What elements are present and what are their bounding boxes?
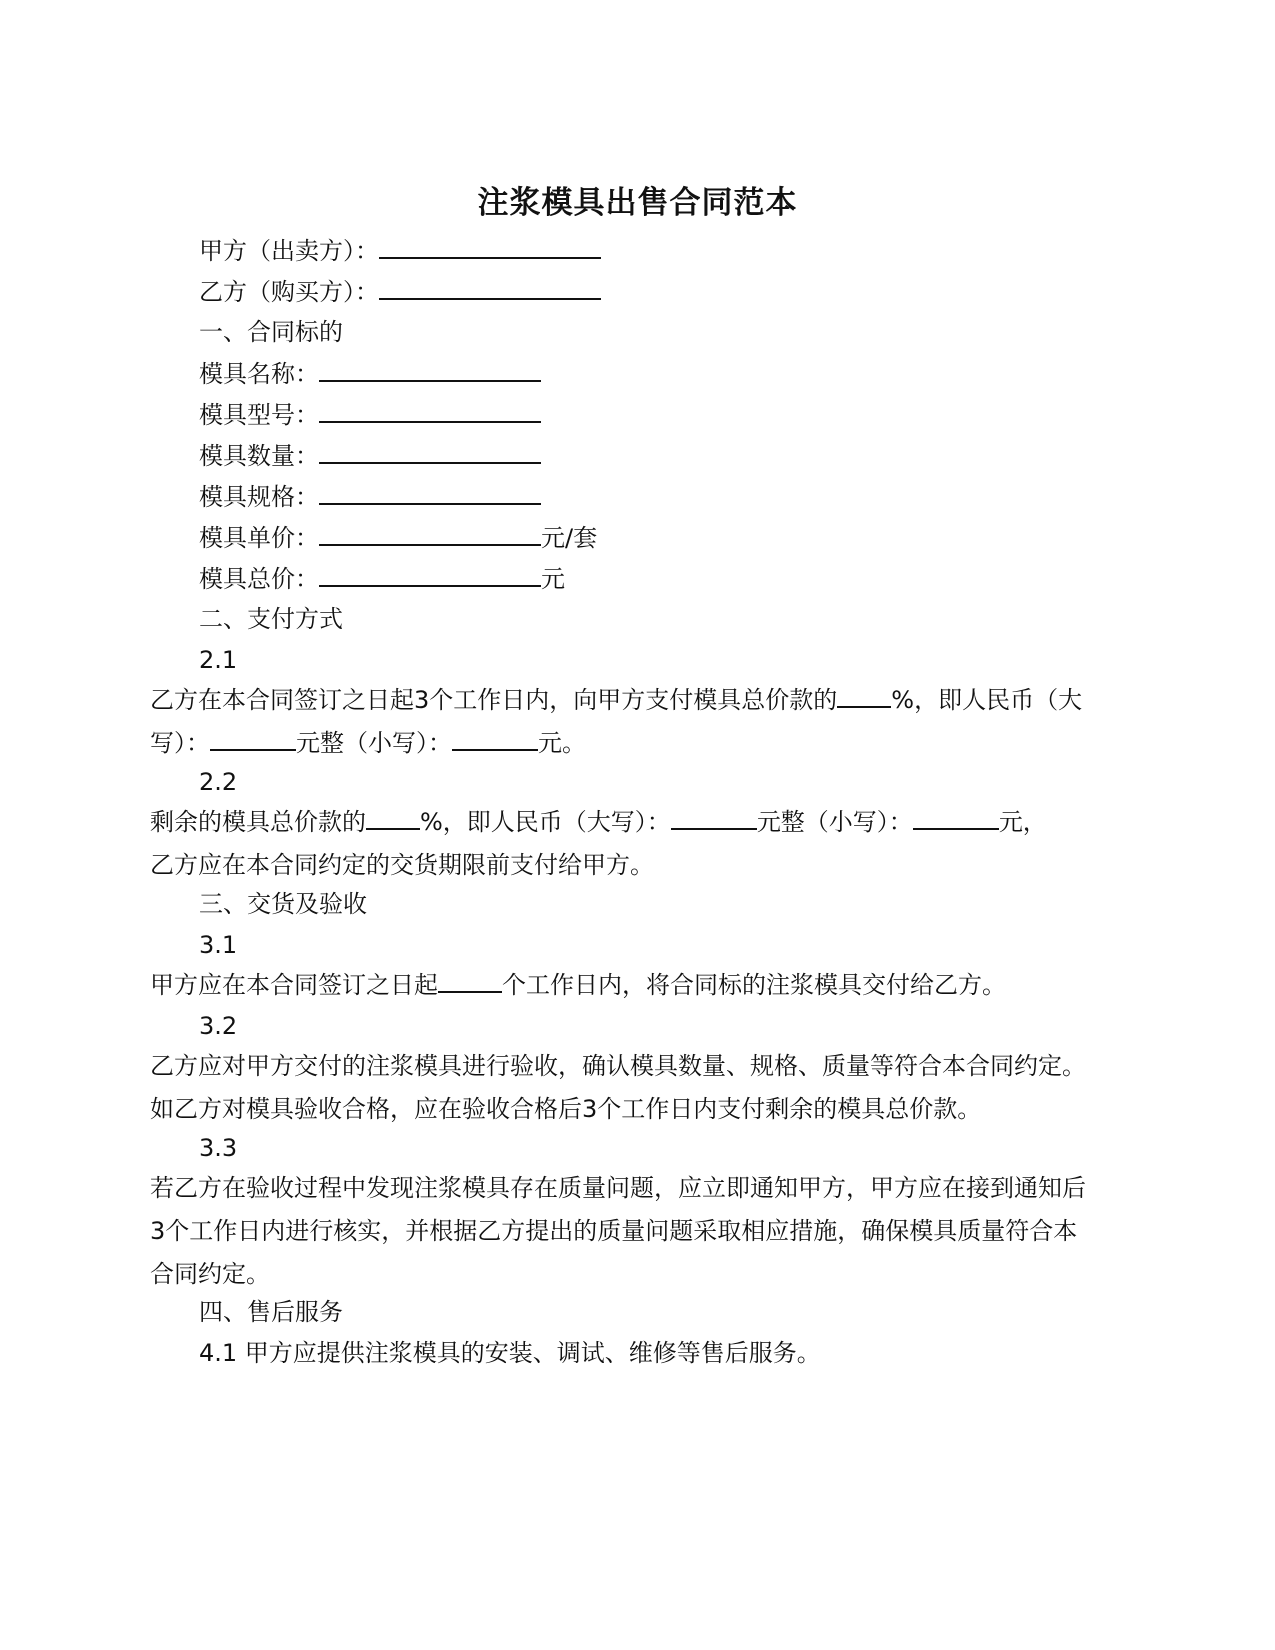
section-2-heading: 二、支付方式 — [199, 605, 343, 633]
total-price-line — [199, 561, 565, 596]
mold-spec-blank — [319, 479, 541, 505]
clause-2-2-line-2: 乙方应在本合同约定的交货期限前支付给甲方。 — [150, 851, 654, 879]
clause-3-1-part-b: 个工作日内，将合同标的注浆模具交付给乙方。 — [502, 971, 1006, 999]
unit-price-line — [199, 520, 597, 555]
section-1-heading: 一、合同标的 — [199, 318, 343, 346]
clause-2-2-part-a: 剩余的模具总价款的 — [150, 808, 366, 836]
clause-2-1-part-e: 元。 — [538, 729, 586, 757]
clause-2-1-text — [150, 679, 1130, 765]
clause-2-1-lower-blank — [452, 725, 538, 751]
clause-2-2-part-b: %，即人民币（大写）： — [420, 808, 671, 836]
clause-3-3-line-3: 合同约定。 — [150, 1260, 270, 1288]
section-4-heading: 四、售后服务 — [199, 1298, 343, 1326]
mold-model-blank — [319, 397, 541, 423]
clause-3-1-number: 3.1 — [199, 931, 238, 959]
unit-price-unit: 元/套 — [541, 524, 598, 552]
total-price-label: 模具总价： — [199, 565, 319, 593]
clause-2-2-upper-blank — [671, 804, 757, 830]
mold-name-label: 模具名称： — [199, 360, 319, 388]
clause-3-2-line-1: 乙方应对甲方交付的注浆模具进行验收，确认模具数量、规格、质量等符合本合同约定。 — [150, 1052, 1086, 1080]
clause-2-1-percent-blank — [837, 682, 891, 708]
mold-quantity-line — [199, 438, 541, 473]
mold-spec-label: 模具规格： — [199, 483, 319, 511]
section-3-heading: 三、交货及验收 — [199, 890, 367, 918]
clause-2-2-part-d: 元， — [998, 808, 1047, 836]
clause-2-1-line-2 — [150, 722, 1130, 765]
clause-2-1-part-d: 元整（小写）： — [296, 729, 452, 757]
clause-2-2-part-c: 元整（小写）： — [756, 808, 913, 836]
clause-2-1-upper-blank — [210, 725, 296, 751]
clause-2-1-part-c: 写）： — [150, 729, 210, 757]
party-b-line — [199, 274, 601, 309]
mold-quantity-label: 模具数量： — [199, 442, 319, 470]
clause-2-2-text — [150, 801, 1130, 887]
clause-3-1-days-blank — [438, 967, 502, 993]
total-price-unit: 元 — [541, 565, 565, 593]
party-a-line — [199, 233, 601, 268]
party-a-label: 甲方（出卖方）： — [199, 237, 379, 265]
clause-2-1-number: 2.1 — [199, 646, 238, 674]
party-b-label: 乙方（购买方）： — [199, 278, 379, 306]
party-a-blank — [379, 233, 601, 259]
clause-2-2-number: 2.2 — [199, 768, 238, 796]
unit-price-label: 模具单价： — [199, 524, 319, 552]
clause-2-2-line-1 — [150, 801, 1130, 844]
party-b-blank — [379, 274, 601, 300]
mold-name-line — [199, 356, 541, 391]
clause-2-1-line-1 — [150, 679, 1130, 722]
clause-2-2-percent-blank — [366, 804, 420, 830]
mold-quantity-blank — [319, 438, 541, 464]
clause-3-2-number: 3.2 — [199, 1012, 238, 1040]
clause-2-1-part-b: %，即人民币（大 — [891, 686, 1083, 714]
clause-4-1-text: 4.1 甲方应提供注浆模具的安装、调试、维修等售后服务。 — [199, 1339, 821, 1367]
clause-3-2-text — [150, 1045, 1130, 1131]
document-title: 注浆模具出售合同范本 — [477, 185, 798, 221]
clause-2-2-lower-blank — [913, 804, 999, 830]
mold-model-label: 模具型号： — [199, 401, 319, 429]
clause-2-1-part-a: 乙方在本合同签订之日起3个工作日内，向甲方支付模具总价款的 — [150, 686, 838, 714]
mold-spec-line — [199, 479, 541, 514]
clause-3-1-part-a: 甲方应在本合同签订之日起 — [150, 971, 438, 999]
clause-3-3-text — [150, 1167, 1130, 1296]
clause-3-1-line-1 — [150, 964, 1130, 1007]
clause-3-3-line-1: 若乙方在验收过程中发现注浆模具存在质量问题，应立即通知甲方，甲方应在接到通知后 — [150, 1174, 1086, 1202]
clause-3-1-text — [150, 964, 1130, 1007]
clause-3-3-line-2: 3个工作日内进行核实，并根据乙方提出的质量问题采取相应措施，确保模具质量符合本 — [150, 1217, 1078, 1245]
unit-price-blank — [319, 520, 541, 546]
clause-3-2-line-2: 如乙方对模具验收合格，应在验收合格后3个工作日内支付剩余的模具总价款。 — [150, 1095, 982, 1123]
total-price-blank — [319, 561, 541, 587]
mold-model-line — [199, 397, 541, 432]
mold-name-blank — [319, 356, 541, 382]
clause-3-3-number: 3.3 — [199, 1134, 238, 1162]
